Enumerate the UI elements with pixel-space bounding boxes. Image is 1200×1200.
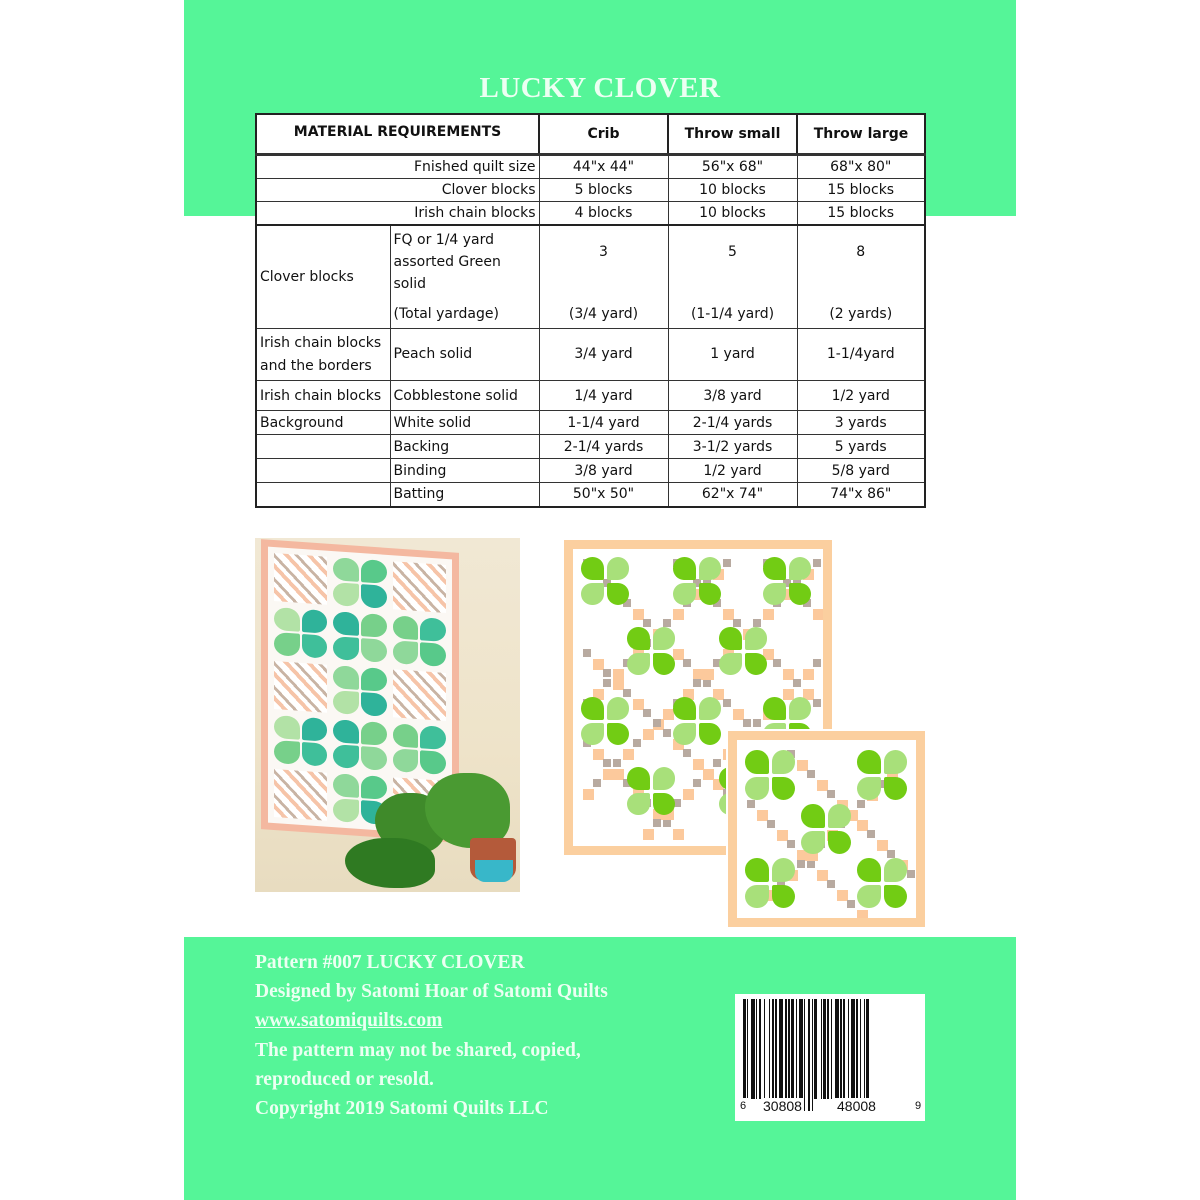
chain-square [583,649,591,657]
leaf-shape [745,777,769,801]
leaf-shape [361,746,387,771]
leaf-shape [361,584,387,609]
leaf-shape [274,740,300,765]
leaf-shape [361,559,387,584]
clover-block [801,804,851,854]
leaf-shape [581,723,604,746]
leaf-shape [763,583,786,606]
leaf-shape [828,831,852,855]
leaf-shape [884,885,908,909]
header-throw-large: Throw large [797,114,925,154]
chain-square [603,759,611,767]
leaf-shape [772,777,796,801]
cell: 2-1/4 yards [539,435,668,459]
chain-square [603,679,611,687]
header-material-requirements: MATERIAL REQUIREMENTS [256,114,539,154]
clover-block [673,697,721,745]
cell: 5/8 yard [797,459,925,483]
table-row [256,154,925,178]
leaf-shape [393,723,419,748]
yardage: (3/4 yard) [568,305,639,322]
clover-block [745,858,795,908]
leaf-shape [745,858,769,882]
chain-square [793,679,801,687]
leaf-shape [274,632,300,657]
leaf-shape [884,858,908,882]
chain-square [723,699,731,707]
crib-quilt-diagram [728,731,925,927]
cell [539,225,668,329]
table-row-clover [256,225,925,329]
cell: 3/8 yard [539,459,668,483]
chain-square [747,800,755,808]
cell: 2-1/4 yards [668,411,797,435]
leaf-shape [302,717,328,742]
leaf-shape [627,767,650,790]
row-label: Fnished quilt size [256,154,539,178]
chain-square [813,659,821,667]
leaf-shape [653,627,676,650]
leaf-shape [763,557,786,580]
barcode-left-group: 30808 [763,1098,802,1114]
leaf-shape [801,804,825,828]
chain-square [797,860,805,868]
cell: 44"x 44" [539,154,668,178]
leaf-shape [801,831,825,855]
chain-square [907,870,915,878]
leaf-shape [719,627,742,650]
chain-square [663,619,671,627]
count: 8 [856,243,866,260]
leaf-shape [857,885,881,909]
leaf-shape [581,583,604,606]
chain-square [653,819,661,827]
leaf-shape [361,692,387,717]
leaf-shape [333,690,359,715]
leaf-shape [420,642,446,667]
chain-square [643,729,654,740]
leaf-shape [581,557,604,580]
chain-square [663,729,671,737]
chain-square [887,850,895,858]
clover-block [333,719,386,771]
leaf-shape [627,627,650,650]
cell: 15 blocks [797,201,925,225]
chain-square [673,609,684,620]
chain-square [773,659,781,667]
chain-square [753,619,761,627]
leaf-shape [745,653,768,676]
leaf-shape [420,725,446,750]
cell: 3-1/2 yards [668,435,797,459]
chain-square [813,559,821,567]
leaf-shape [333,665,359,690]
copyright-notice: reproduced or resold. [255,1068,434,1090]
leaf-shape [393,640,419,665]
chain-square [827,880,835,888]
barcode-lead-digit: 6 [740,1100,747,1112]
plant-pot-base [475,860,513,882]
chain-square [673,829,684,840]
table-row [256,178,925,201]
cell: 1-1/4 yard [539,411,668,435]
chain-square [633,739,641,747]
leaf-shape [393,615,419,640]
use-label: Background [256,411,390,435]
fabric-label: White solid [390,411,539,435]
chain-square [847,900,855,908]
chain-square [703,669,714,680]
table-row [256,381,925,411]
leaf-shape [719,653,742,676]
leaf-shape [361,775,387,800]
fabric-line: assorted Green [393,253,501,270]
leaf-shape [333,582,359,607]
leaf-shape [772,858,796,882]
clover-block [333,611,386,663]
website-link[interactable]: www.satomiquilts.com [255,1010,443,1032]
leaf-shape [699,723,722,746]
leaf-shape [333,557,359,582]
cell: 1/2 yard [797,381,925,411]
clover-block [627,627,675,675]
use-label [256,483,390,507]
use-label [256,459,390,483]
leaf-shape [361,613,387,638]
chain-square [643,829,654,840]
clover-block [857,858,907,908]
cell: 1-1/4yard [797,329,925,381]
fabric-cell [390,225,539,329]
leaf-shape [393,748,419,773]
chain-square [807,860,815,868]
fabric-label: Batting [390,483,539,507]
copyright-line: Copyright 2019 Satomi Quilts LLC [255,1098,549,1120]
clover-block [857,750,907,800]
chain-square [813,699,821,707]
leaf-shape [745,885,769,909]
chain-square [787,840,795,848]
clover-block [333,665,386,717]
quilt-photo [255,538,520,892]
chain-square [807,770,815,778]
chain-square [683,659,691,667]
clover-block [333,557,386,609]
fabric-label: Backing [390,435,539,459]
table-row [256,459,925,483]
chain-square [713,759,721,767]
fabric-note: (Total yardage) [393,305,499,322]
leaf-shape [745,750,769,774]
leaf-shape [772,885,796,909]
clover-block [581,697,629,745]
clover-block [274,553,327,605]
cell: 10 blocks [668,201,797,225]
cell: 68"x 80" [797,154,925,178]
clover-block [274,607,327,659]
leaf-shape [673,723,696,746]
leaf-shape [361,638,387,663]
chain-square [743,719,751,727]
leaf-shape [857,777,881,801]
chain-square [813,609,823,620]
chain-square [753,719,761,727]
chain-square [723,559,731,567]
leaf-shape [699,583,722,606]
leaf-shape [302,609,328,634]
cell: 5 blocks [539,178,668,201]
chain-square [703,769,714,780]
count: 5 [728,243,737,260]
leaf-shape [333,744,359,769]
leaf-shape [420,750,446,775]
fabric-line: FQ or 1/4 yard [393,231,495,248]
designer-credit: Designed by Satomi Hoar of Satomi Quilts [255,981,608,1003]
footer-info [255,948,608,1123]
leaf-shape [857,858,881,882]
leaf-shape [333,798,359,823]
cell: 1 yard [668,329,797,381]
leaf-shape [361,667,387,692]
fabric-label: Peach solid [390,329,539,381]
leaf-shape [745,627,768,650]
chain-square [603,769,614,780]
fabric-label: Cobblestone solid [390,381,539,411]
yardage: (2 yards) [829,305,893,322]
chain-square [857,910,868,918]
chain-square [613,759,621,767]
clover-block [274,715,327,767]
chain-square [827,790,835,798]
clover-block [763,557,811,605]
chain-square [693,779,701,787]
clover-block [581,557,629,605]
yardage: (1-1/4 yard) [690,305,775,322]
cell: 50"x 50" [539,483,668,507]
row-label: Irish chain blocks [256,201,539,225]
copyright-notice: The pattern may not be shared, copied, [255,1039,581,1061]
clover-block [745,750,795,800]
clover-block [393,723,446,775]
clover-block [673,557,721,605]
table-row [256,483,925,507]
leaf-shape [673,583,696,606]
clover-block [393,615,446,667]
barcode-check-digit: 9 [915,1100,922,1112]
leaf-shape [607,697,630,720]
clover-block [627,767,675,815]
chain-square [623,689,631,697]
clover-block [274,661,327,713]
leaf-shape [772,750,796,774]
pattern-title: LUCKY CLOVER [479,72,721,104]
chain-square [603,669,611,677]
cell: 15 blocks [797,178,925,201]
material-requirements-table [255,113,926,508]
use-label: Irish chain blocks [256,381,390,411]
count: 3 [599,243,608,260]
cell: 4 blocks [539,201,668,225]
row-label: Clover blocks [256,178,539,201]
header-throw-small: Throw small [668,114,797,154]
chain-square [643,709,651,717]
leaf-shape [653,793,676,816]
clover-block [393,561,446,613]
leaf-shape [333,773,359,798]
leaf-shape [581,697,604,720]
pattern-number: Pattern #007 LUCKY CLOVER [255,952,525,973]
cell: 10 blocks [668,178,797,201]
leaf-shape [789,557,812,580]
leaf-shape [607,583,630,606]
leaf-shape [699,697,722,720]
upc-barcode [735,994,925,1121]
chain-square [653,719,661,727]
cell: 3/8 yard [668,381,797,411]
chain-square [767,820,775,828]
chain-square [643,619,651,627]
leaf-shape [828,804,852,828]
clover-block [393,669,446,721]
cell: 1/4 yard [539,381,668,411]
chain-square [683,789,694,800]
chain-square [803,669,814,680]
leaf-shape [333,636,359,661]
leaf-shape [274,715,300,740]
leaf-shape [673,697,696,720]
fabric-line: solid [393,275,427,292]
chain-square [663,819,671,827]
barcode-bars [743,999,915,1111]
chain-square [623,749,634,760]
chain-square [693,679,701,687]
leaf-shape [884,777,908,801]
chain-square [867,830,875,838]
leaf-shape [302,634,328,659]
cell: 1/2 yard [668,459,797,483]
header-crib: Crib [539,114,668,154]
chain-square [733,619,741,627]
use-label: Irish chain blocks and the borders [256,329,390,381]
cell: 3 yards [797,411,925,435]
leaf-shape [653,767,676,790]
fabric-label: Binding [390,459,539,483]
cell [797,225,925,329]
leaf-shape [302,742,328,767]
cell: 62"x 74" [668,483,797,507]
chain-square [613,669,624,680]
barcode-right-group: 48008 [837,1098,876,1114]
clover-block [274,769,327,821]
chain-square [857,800,865,808]
leaf-shape [699,557,722,580]
leaf-shape [420,617,446,642]
leaf-shape [274,607,300,632]
table-header-row [256,114,925,154]
leaf-shape [789,583,812,606]
cell: 74"x 86" [797,483,925,507]
leaf-shape [333,611,359,636]
leaf-shape [884,750,908,774]
leaf-shape [857,750,881,774]
table-row [256,435,925,459]
chain-square [593,779,601,787]
use-label [256,435,390,459]
use-label: Clover blocks [256,225,390,329]
cell: 56"x 68" [668,154,797,178]
table-row [256,329,925,381]
leaf-shape [653,653,676,676]
chain-square [683,749,691,757]
clover-block [719,627,767,675]
plant-leaves [345,838,435,888]
leaf-shape [627,793,650,816]
cell [668,225,797,329]
leaf-shape [673,557,696,580]
chain-square [703,679,711,687]
table-row [256,201,925,225]
table-row [256,411,925,435]
chain-square [583,789,594,800]
leaf-shape [607,557,630,580]
leaf-shape [763,697,786,720]
cell: 3/4 yard [539,329,668,381]
leaf-shape [361,721,387,746]
leaf-shape [789,697,812,720]
chain-square [763,609,774,620]
cell: 5 yards [797,435,925,459]
leaf-shape [627,653,650,676]
leaf-shape [333,719,359,744]
leaf-shape [607,723,630,746]
